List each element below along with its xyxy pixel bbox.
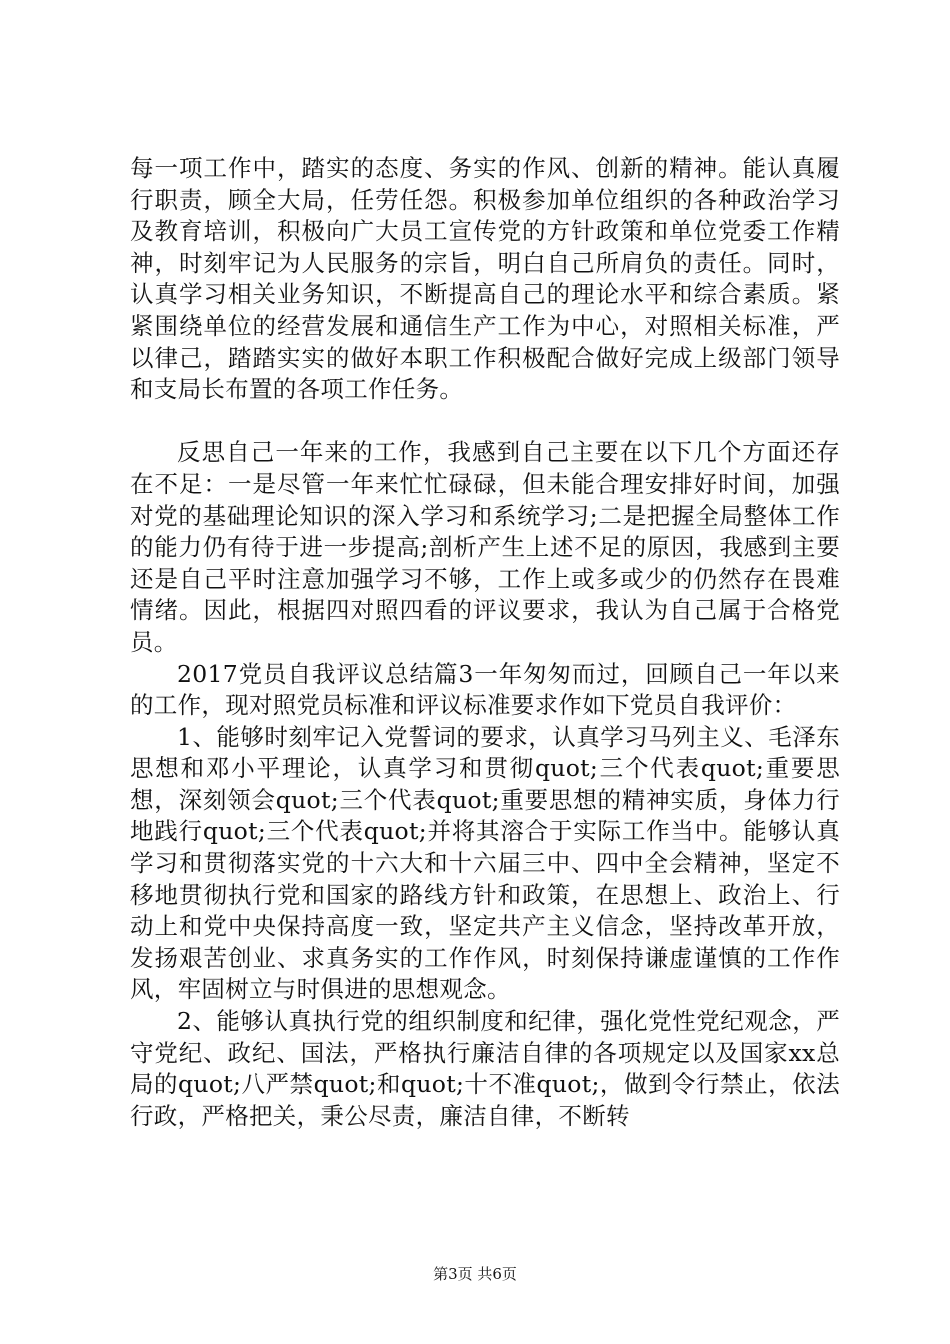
document-body (130, 153, 840, 1132)
paragraph-section-3-intro: 2017党员自我评议总结篇3一年匆匆而过，回顾自己一年以来的工作，现对照党员标准和评议标准要求作如下党员自我评价： (130, 659, 840, 720)
paragraph-reflection: 反思自己一年来的工作，我感到自己主要在以下几个方面还存在不足：一是尽管一年来忙忙碌碌，但未能合理安排好时间，加强对党的基础理论知识的深入学习和系统学习;二是把握全局整体工作的能力仍有待于进一步提高;剖析产生上述不足的原因，我感到主要还是自己平时注意加强学习不够，工作上或多或少的仍然存在畏难情绪。因此，根据四对照四看的评议要求，我认为自己属于合格党员。 (130, 438, 840, 656)
paragraph-continued: 每一项工作中，踏实的态度、务实的作风、创新的精神。能认真履行职责，顾全大局，任劳任怨。积极参加单位组织的各种政治学习及教育培训，积极向广大员工宣传党的方针政策和单位党委工作精神，时刻牢记为人民服务的宗旨，明白自己所肩负的责任。同时，认真学习相关业务知识，不断提高自己的理论水平和综合素质。紧紧围绕单位的经营发展和通信生产工作为中心，对照相关标准，严以律己，踏踏实实的做好本职工作积极配合做好完成上级部门领导和支局长布置的各项工作任务。 (130, 154, 840, 404)
paragraph-item-2: 2、能够认真执行党的组织制度和纪律，强化党性党纪观念，严守党纪、政纪、国法，严格执行廉洁自律的各项规定以及国家xx总局的quot;八严禁quot;和quot;十不准quot;，做到令行禁止，依法行政，严格把关，秉公尽责，廉洁自律，不断转 (130, 1007, 840, 1130)
paragraph-item-1: 1、能够时刻牢记入党誓词的要求，认真学习马列主义、毛泽东思想和邓小平理论，认真学习和贯彻quot;三个代表quot;重要思想，深刻领会quot;三个代表quot;重要思想的精神实质，身体力行地践行quot;三个代表quot;并将其溶合于实际工作当中。能够认真学习和贯彻落实党的十六大和十六届三中、四中全会精神，坚定不移地贯彻执行党和国家的路线方针和政策，在思想上、政治上、行动上和党中央保持高度一致，坚定共产主义信念，坚持改革开放，发扬艰苦创业、求真务实的工作作风，时刻保持谦虚谨慎的工作作风，牢固树立与时俱进的思想观念。 (130, 722, 840, 1004)
page-number-footer: 第3页 共6页 (433, 1265, 517, 1283)
